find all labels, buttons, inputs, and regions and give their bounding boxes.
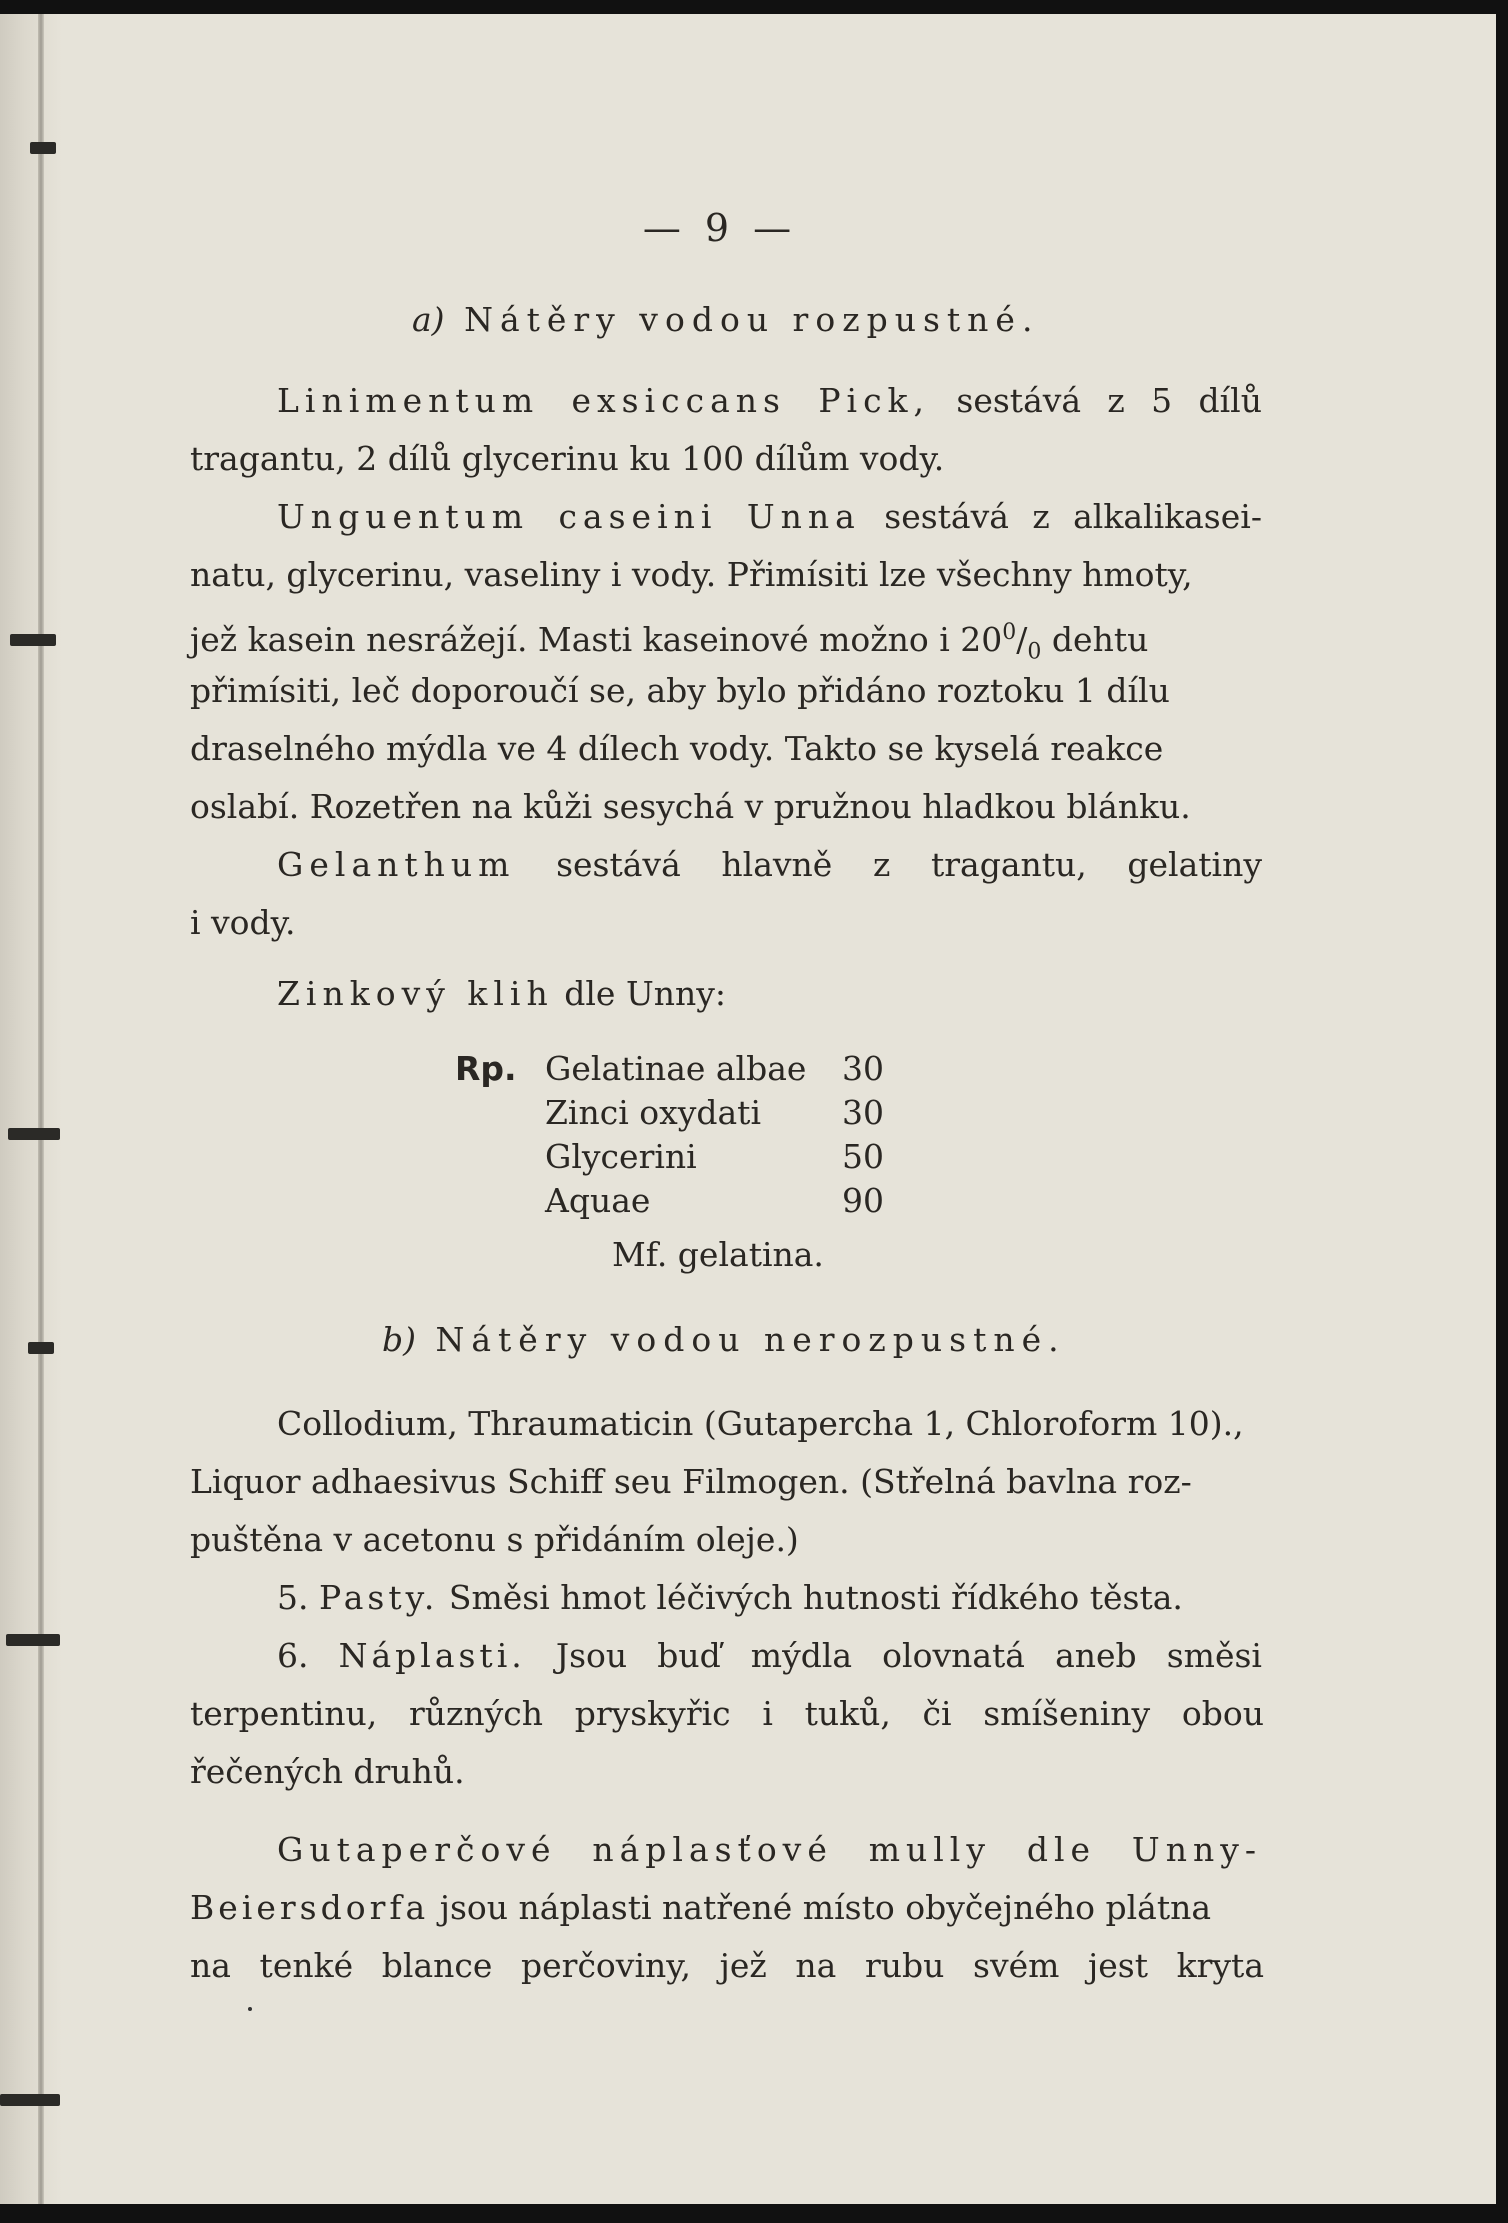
paragraph-line: puštěna v acetonu s přidáním oleje.) (190, 1520, 799, 1559)
term: Zinkový klih (277, 974, 554, 1013)
term: Unguentum caseini Unna (277, 497, 861, 536)
paragraph-line (277, 497, 1262, 537)
book-page (0, 14, 1496, 2204)
page-spine-shadow (0, 14, 62, 2204)
term: Náplasti. (338, 1636, 526, 1675)
binding-mark (30, 142, 56, 154)
binding-mark (28, 1342, 54, 1354)
paragraph-line: natu, glycerinu, vaseliny i vody. Přimísiti lze všechny hmoty, (190, 555, 1193, 594)
paragraph-line: řečených druhů. (190, 1752, 465, 1791)
paragraph-line: Collodium, Thraumaticin (Gutapercha 1, Chloroform 10)., (277, 1404, 1244, 1443)
text: jsou náplasti natřené místo obyčejného plátna (439, 1888, 1212, 1927)
text: dehtu (1041, 620, 1149, 659)
text: sestává z 5 dílů (956, 381, 1262, 420)
text: dle Unny: (564, 974, 727, 1013)
page-number: — 9 — (642, 206, 798, 250)
paragraph-line: terpentinu, různých pryskyřic i tuků, či smíšeniny obou (190, 1694, 1264, 1733)
section-letter: a) (412, 300, 445, 339)
term: Pasty. (319, 1578, 439, 1617)
paragraph-line (190, 1888, 1264, 1928)
section-heading-b (382, 1320, 1066, 1359)
text: Směsi hmot léčivých hutnosti řídkého těsta. (448, 1578, 1183, 1617)
paragraph-line (190, 613, 1264, 673)
section-title: Nátěry vodou nerozpustné. (435, 1320, 1066, 1359)
paragraph-line (277, 1830, 1262, 1870)
text: Jsou buď mýdla olovnatá aneb směsi (555, 1636, 1262, 1675)
paragraph-line: oslabí. Rozetřen na kůži sesychá v pružnou hladkou blánku. (190, 787, 1191, 826)
term: Beiersdorfa (190, 1888, 430, 1927)
paragraph-line: přimísiti, leč doporoučí se, aby bylo přidáno roztoku 1 dílu (190, 671, 1170, 710)
recipe-ingredient: Gelatinae albae (545, 1049, 807, 1088)
text: sestává z alkalikasei- (884, 497, 1262, 536)
recipe-ingredient: Aquae (545, 1181, 651, 1220)
item-number: 5. (277, 1578, 309, 1617)
term: Gutaperčové náplasťové mully dle Unny- (277, 1830, 1262, 1869)
binding-mark (10, 634, 56, 646)
recipe-quantity: 50 (842, 1137, 884, 1176)
section-heading-a (412, 300, 1039, 339)
term: Linimentum exsiccans Pick, (277, 381, 931, 420)
section-title: Nátěry vodou rozpustné. (464, 300, 1040, 339)
recipe-quantity: 30 (842, 1049, 884, 1088)
paragraph-line: Liquor adhaesivus Schiff seu Filmogen. (Střelná bavlna roz- (190, 1462, 1192, 1501)
recipe-footer: Mf. gelatina. (612, 1235, 824, 1274)
binding-edge (38, 14, 44, 2204)
text: sestává hlavně z tragantu, gelatiny (556, 845, 1262, 884)
text: / (1016, 620, 1028, 659)
recipe-rp: Rp. (455, 1049, 517, 1088)
paragraph-line (277, 974, 1351, 1014)
paragraph-line: tragantu, 2 dílů glycerinu ku 100 dílům vody. (190, 439, 945, 478)
binding-mark (6, 1634, 60, 1646)
paragraph-line: na tenké blance perčoviny, jež na rubu svém jest kryta (190, 1946, 1264, 1985)
paragraph-line (277, 1636, 1262, 1676)
recipe-quantity: 30 (842, 1093, 884, 1132)
text: jež kasein nesrážejí. Masti kaseinové možno i 20 (190, 620, 1003, 659)
paragraph-line: draselného mýdla ve 4 dílech vody. Takto se kyselá reakce (190, 729, 1164, 768)
term: Gelanthum (277, 845, 516, 884)
recipe-ingredient: Glycerini (545, 1137, 697, 1176)
paragraph-line (277, 381, 1262, 421)
item-number: 6. (277, 1636, 309, 1675)
recipe-quantity: 90 (842, 1181, 884, 1220)
paragraph-line (277, 845, 1262, 885)
paragraph-line: i vody. (190, 903, 296, 942)
superscript: 0 (1002, 620, 1017, 645)
binding-mark (8, 1128, 60, 1140)
subscript: 0 (1027, 639, 1042, 665)
section-letter: b) (382, 1320, 416, 1359)
binding-mark (0, 2094, 60, 2106)
ink-speck (248, 2007, 252, 2011)
paragraph-line (277, 1578, 1262, 1618)
recipe-ingredient: Zinci oxydati (545, 1093, 761, 1132)
